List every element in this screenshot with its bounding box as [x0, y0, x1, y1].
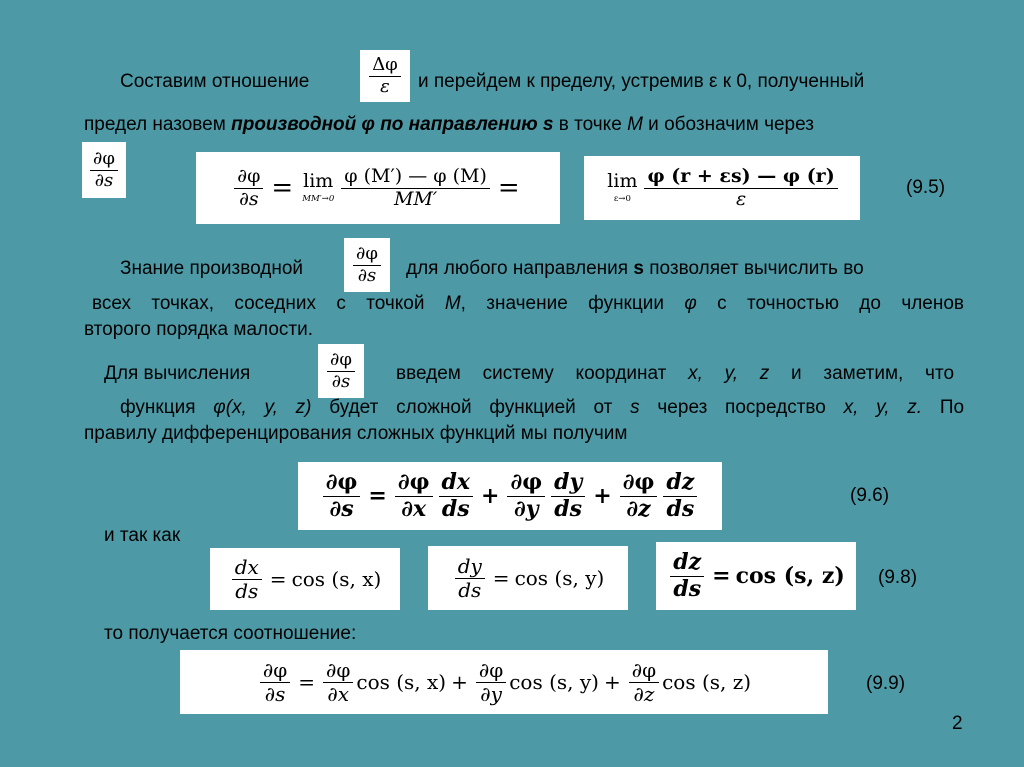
equals: =	[712, 563, 731, 589]
coords-xyz: x, y, z	[688, 363, 770, 384]
plus: +	[593, 483, 612, 509]
lim: lim	[303, 170, 334, 193]
coords-xyz: x, y, z.	[843, 397, 923, 418]
num: dx	[232, 557, 262, 580]
para1-line2	[84, 113, 814, 137]
den: ∂s	[239, 187, 259, 210]
text: Для вычисления	[104, 363, 251, 384]
phi-symbol: φ	[213, 397, 226, 418]
den: ds	[666, 495, 695, 522]
text: с точностью до членов	[717, 293, 965, 314]
para3-line1-start	[104, 362, 250, 386]
text: позволяет вычислить во	[649, 258, 864, 279]
rhs: cos (s, z)	[735, 563, 845, 589]
text: предел назовем	[84, 114, 226, 135]
num: ∂φ	[234, 167, 263, 189]
lim-sub: MM′→0	[302, 194, 335, 205]
point-M: M	[627, 114, 643, 135]
text-and-since: и так как	[104, 525, 181, 546]
s-var: s	[630, 397, 640, 418]
den: ∂s	[331, 370, 351, 392]
text: через посредство	[657, 397, 826, 418]
text-relation: то получается соотношение:	[104, 623, 357, 644]
text: , значение функции	[460, 293, 664, 314]
rhs: cos (s, x)	[291, 567, 382, 591]
den: MM′	[393, 187, 438, 210]
den: ∂s	[357, 264, 377, 286]
ratio-den: ε	[380, 75, 390, 97]
den: ds	[235, 578, 259, 603]
num: ∂φ	[629, 660, 659, 683]
num: ∂φ	[260, 660, 290, 683]
num: φ (M′) — φ (M)	[341, 167, 490, 189]
equals: =	[497, 173, 520, 203]
eq95-part1	[196, 152, 560, 224]
eq98-label: (9.8)	[878, 567, 918, 588]
text: Знание производной	[120, 258, 304, 279]
text: и заметим, что	[791, 363, 955, 384]
eq99-label: (9.9)	[866, 673, 906, 694]
text: будет сложной функцией от	[329, 397, 613, 418]
para3-line1-end	[396, 362, 954, 386]
text: введем системy координат	[396, 363, 667, 384]
den: ∂z	[626, 495, 651, 522]
lim: lim	[607, 170, 638, 193]
equals: =	[271, 173, 294, 203]
lim-sub: ε→0	[613, 194, 631, 205]
den: ds	[458, 577, 482, 602]
num: dy	[455, 556, 485, 579]
cos-z: cos (s, z)	[662, 670, 752, 694]
num: dx	[439, 471, 474, 496]
equals: =	[492, 566, 510, 590]
num: ∂φ	[323, 471, 361, 496]
num: ∂φ	[507, 471, 545, 496]
text: и обозначим через	[648, 114, 814, 135]
text: и перейдем к пределу, устремив ε к 0, полученный	[418, 71, 865, 92]
text: По	[939, 397, 965, 418]
eq98-c	[656, 542, 856, 610]
den: ∂x	[401, 495, 427, 522]
num: ∂φ	[323, 660, 353, 683]
deriv-fraction-2	[344, 238, 390, 292]
text: для любого направления	[406, 258, 629, 279]
text: Составим отношение	[120, 71, 310, 92]
num: dz	[663, 471, 697, 496]
equals: =	[269, 567, 287, 591]
plus: +	[603, 670, 621, 694]
eq99	[180, 650, 828, 714]
eq96-label: (9.6)	[850, 485, 890, 506]
equals: =	[368, 483, 387, 509]
eq95-label: (9.5)	[906, 177, 946, 198]
point-M: M	[444, 293, 461, 314]
den: ∂s	[329, 495, 354, 522]
para1-line1-end	[418, 70, 864, 94]
den: ε	[735, 187, 747, 210]
args: (x, y, z)	[225, 397, 312, 418]
den: ds	[673, 575, 702, 602]
num: ∂φ	[353, 245, 381, 266]
page-number: 2	[952, 713, 963, 734]
deriv-fraction-1	[82, 142, 126, 198]
para1-line1	[120, 70, 309, 94]
den: ∂y	[514, 495, 539, 522]
deriv-fraction-3	[318, 344, 364, 398]
rhs: cos (s, y)	[514, 566, 605, 590]
cos-y: cos (s, y)	[509, 670, 599, 694]
para2-line3: второго порядка малости.	[84, 319, 313, 340]
num: dz	[670, 551, 704, 576]
num: ∂φ	[395, 471, 433, 496]
para2-line2	[92, 292, 964, 316]
eq98-a	[210, 548, 400, 610]
text: в точке	[558, 114, 622, 135]
num: ∂φ	[327, 351, 355, 372]
equals: =	[298, 670, 316, 694]
plus: +	[451, 670, 468, 694]
num: dy	[551, 471, 585, 496]
plus: +	[481, 483, 500, 509]
num: φ (r + εs) — φ (r)	[644, 167, 837, 189]
den: ds	[441, 495, 470, 522]
den: ∂s	[94, 169, 114, 191]
text: функция	[120, 397, 196, 418]
text: всех точках, соседних с точкой	[92, 293, 425, 314]
ratio-num: Δφ	[369, 56, 401, 77]
eq96	[298, 462, 722, 530]
direction-s: s	[633, 258, 644, 279]
para2-line1	[120, 257, 303, 281]
para3-line2	[120, 396, 964, 420]
derivative-term: производной φ по направлению s	[231, 114, 554, 135]
eq98-b	[428, 546, 628, 610]
ratio-fraction	[360, 50, 410, 102]
para2-line1-end	[406, 257, 864, 281]
den: ∂y	[480, 681, 502, 706]
den: ∂s	[264, 681, 286, 706]
eq95-part2	[584, 156, 860, 220]
cos-x: cos (s, x)	[356, 670, 447, 694]
den: ds	[554, 495, 583, 522]
den: ∂x	[327, 681, 349, 706]
num: ∂φ	[90, 150, 118, 171]
num: ∂φ	[476, 660, 506, 683]
num: ∂φ	[620, 471, 658, 496]
para3-line3: правилу дифференцирования сложных функций мы получим	[84, 423, 628, 444]
phi-symbol: φ	[684, 293, 697, 314]
den: ∂z	[633, 681, 655, 706]
